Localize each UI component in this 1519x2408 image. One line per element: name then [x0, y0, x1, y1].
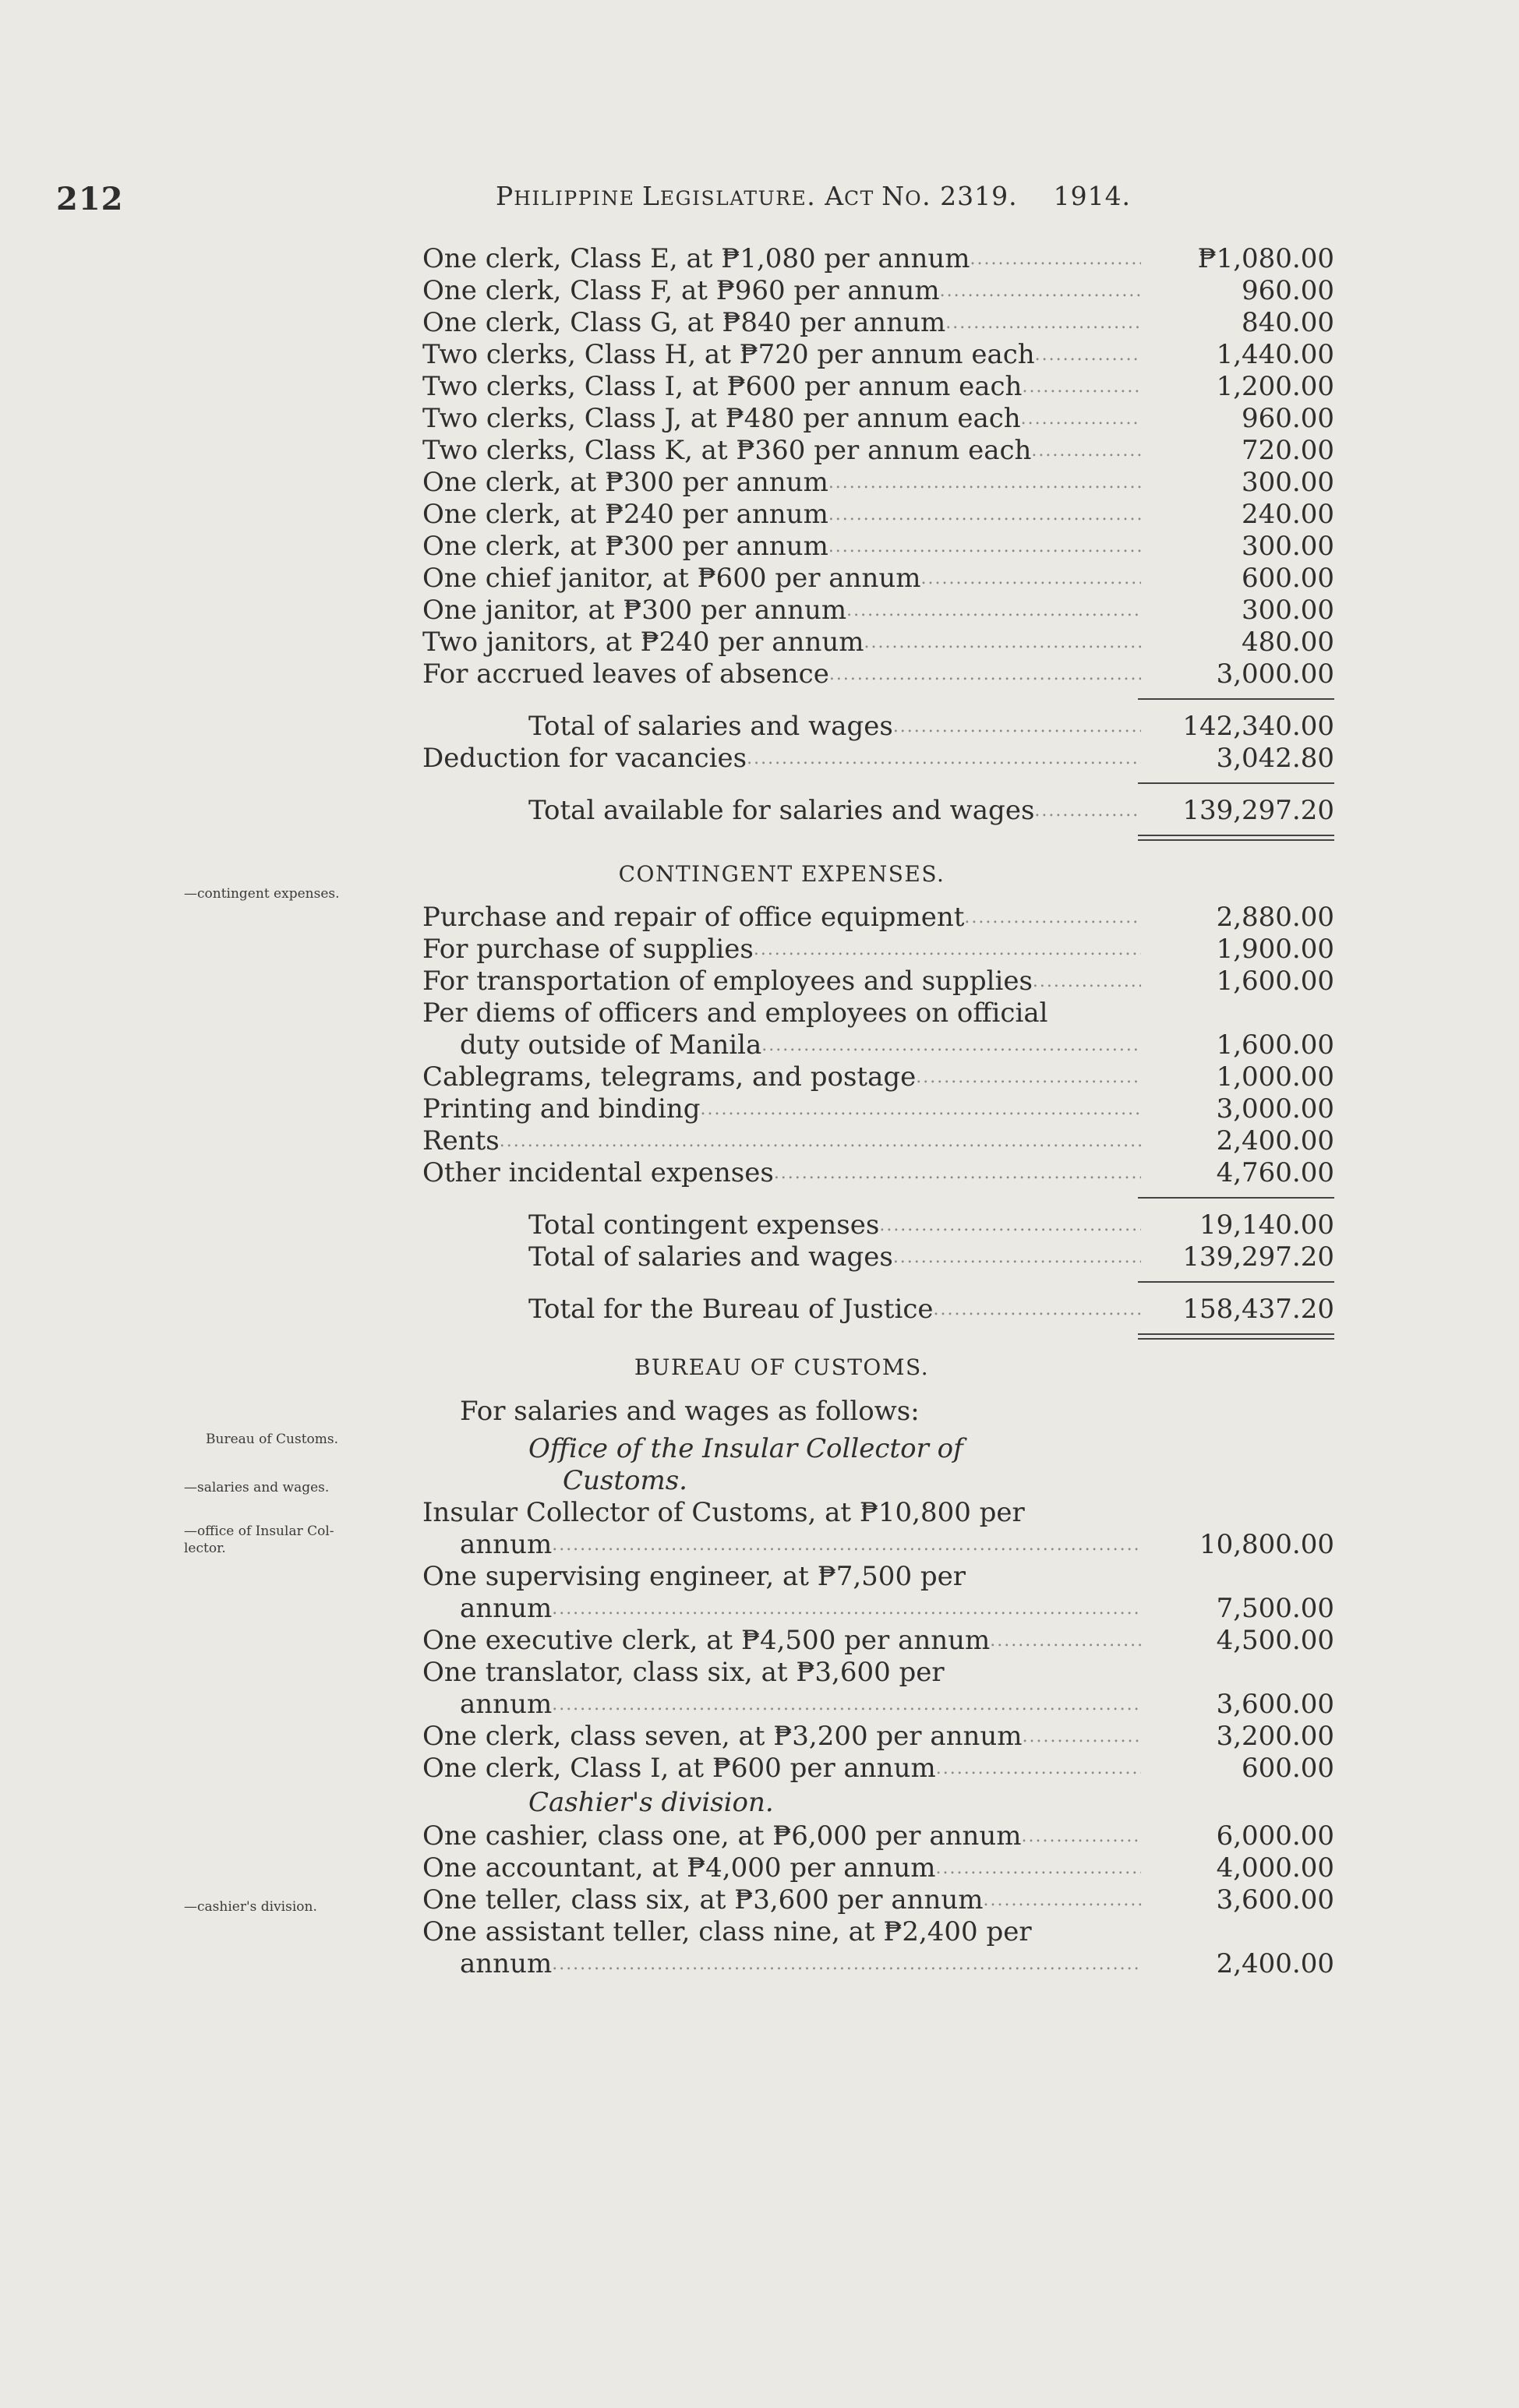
total-contingent-row: Total contingent expenses ..... 19,140.00 — [422, 1209, 1334, 1241]
list-item: One clerk, Class F, at ₱960 per annum ..... 960.00 — [422, 275, 1334, 307]
list-item: Two clerks, Class I, at ₱600 per annum each ..... 1,200.00 — [422, 371, 1334, 403]
salaries-list — [422, 243, 1334, 1980]
running-head-year: 1914. — [1053, 181, 1132, 211]
list-item: One teller, class six, at ₱3,600 per annum ..... 3,600.00 — [422, 1884, 1334, 1916]
sum-rule — [422, 1273, 1334, 1294]
customs-intro: For salaries and wages as follows: — [460, 1396, 920, 1427]
section-heading-contingent: CONTINGENT EXPENSES. — [618, 861, 945, 887]
list-item: Per diems of officers and employees on official — [422, 997, 1048, 1029]
list-item: One clerk, at ₱240 per annum ..... 240.00 — [422, 499, 1334, 531]
list-item: One supervising engineer, at ₱7,500 per — [422, 1561, 966, 1592]
list-item: One clerk, Class E, at ₱1,080 per annum ..... ₱1,080.00 — [422, 243, 1334, 275]
list-item: Other incidental expenses ..... 4,760.00 — [422, 1157, 1334, 1189]
list-item: Two clerks, Class H, at ₱720 per annum each ..... 1,440.00 — [422, 339, 1334, 371]
list-item: One assistant teller, class nine, at ₱2,400 per — [422, 1916, 1032, 1947]
list-item: One accountant, at ₱4,000 per annum ..... 4,000.00 — [422, 1852, 1334, 1884]
sidenote-office: —office of Insular Col- lector. — [184, 1524, 334, 1556]
sum-rule — [422, 775, 1334, 795]
list-item: One clerk, at ₱300 per annum ..... 300.00 — [422, 531, 1334, 563]
list-item: One translator, class six, at ₱3,600 per — [422, 1657, 945, 1688]
list-item: annum ..... 2,400.00 — [422, 1948, 1334, 1980]
running-head: PHILIPPINE LEGISLATURE. ACT NO. 2319. 1914. — [496, 181, 1132, 211]
office-heading: Office of the Insular Collector of — [528, 1433, 963, 1464]
page-number: 212 — [56, 181, 124, 217]
list-item: Rents ..... 2,400.00 — [422, 1125, 1334, 1157]
sum-rule — [422, 690, 1334, 711]
sidenote-bureau-customs: Bureau of Customs. — [206, 1432, 339, 1447]
list-item: annum ..... 3,600.00 — [422, 1689, 1334, 1721]
list-item: One clerk, Class I, at ₱600 per annum ..... 600.00 — [422, 1753, 1334, 1785]
list-item: For purchase of supplies ..... 1,900.00 — [422, 934, 1334, 966]
cashier-heading: Cashier's division. — [528, 1787, 774, 1818]
list-item: One clerk, class seven, at ₱3,200 per annum ..... 3,200.00 — [422, 1721, 1334, 1753]
list-item: Two clerks, Class K, at ₱360 per annum each ..... 720.00 — [422, 435, 1334, 467]
sidenote-salaries: —salaries and wages. — [184, 1480, 330, 1495]
sidenote-contingent: —contingent expenses. — [184, 886, 340, 902]
double-rule — [422, 827, 1334, 847]
list-item: duty outside of Manila ..... 1,600.00 — [422, 1029, 1334, 1061]
total-salaries-row: Total of salaries and wages ..... 142,340.00 — [422, 711, 1334, 743]
list-item: For transportation of employees and supplies ..... 1,600.00 — [422, 966, 1334, 997]
list-item: Printing and binding ..... 3,000.00 — [422, 1093, 1334, 1125]
total-available-row: Total available for salaries and wages ..... 139,297.20 — [422, 795, 1334, 827]
deduction-row: Deduction for vacancies ..... 3,042.80 — [422, 743, 1334, 775]
double-rule — [422, 1326, 1334, 1346]
list-item: Purchase and repair of office equipment ..... 2,880.00 — [422, 902, 1334, 934]
list-item: One clerk, at ₱300 per annum ..... 300.00 — [422, 467, 1334, 499]
list-item: One executive clerk, at ₱4,500 per annum ..... 4,500.00 — [422, 1625, 1334, 1657]
list-item: annum ..... 10,800.00 — [422, 1529, 1334, 1561]
total-salaries-row: Total of salaries and wages ..... 139,297.20 — [422, 1241, 1334, 1273]
office-heading-cont: Customs. — [563, 1465, 687, 1496]
list-item: Two clerks, Class J, at ₱480 per annum each ..... 960.00 — [422, 403, 1334, 435]
list-item: Cablegrams, telegrams, and postage ..... 1,000.00 — [422, 1061, 1334, 1093]
sidenote-cashier: —cashier's division. — [184, 1899, 317, 1915]
list-item: One janitor, at ₱300 per annum ..... 300.00 — [422, 595, 1334, 627]
sum-rule — [422, 1189, 1334, 1209]
list-item: Insular Collector of Customs, at ₱10,800 per — [422, 1497, 1025, 1528]
list-item: One chief janitor, at ₱600 per annum ..... 600.00 — [422, 563, 1334, 595]
list-item: annum ..... 7,500.00 — [422, 1593, 1334, 1625]
list-item: Two janitors, at ₱240 per annum ..... 480.00 — [422, 627, 1334, 658]
total-bureau-justice-row: Total for the Bureau of Justice ..... 158,437.20 — [422, 1294, 1334, 1326]
list-item: One cashier, class one, at ₱6,000 per annum ..... 6,000.00 — [422, 1820, 1334, 1852]
section-heading-customs: BUREAU OF CUSTOMS. — [634, 1354, 930, 1380]
list-item: One clerk, Class G, at ₱840 per annum ..... 840.00 — [422, 307, 1334, 339]
list-item: For accrued leaves of absence ..... 3,000.00 — [422, 658, 1334, 690]
